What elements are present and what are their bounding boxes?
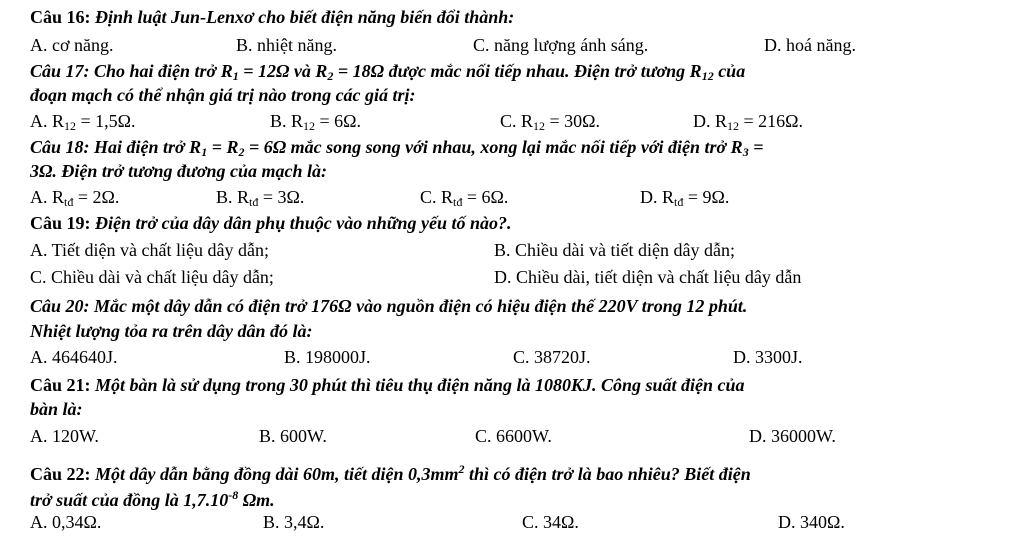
question-18-option-d <box>640 186 729 213</box>
question-17-stem-line2: đoạn mạch có thể nhận giá trị nào trong các giá trị: <box>30 85 416 105</box>
question-21-stem-line2: bàn là: <box>30 399 83 419</box>
question-21-option-c: C. 6600W. <box>475 426 552 446</box>
question-17-number: Câu 17: <box>30 61 90 81</box>
subscript: 1 <box>232 69 239 83</box>
option-text: = 6Ω. <box>315 111 362 131</box>
question-20-text: Mắc một dây dẫn có điện trở 176Ω vào nguồn điện có hiệu điện thế 220V trong 12 phút. <box>94 296 748 316</box>
option-text: D. R <box>640 187 675 207</box>
question-17-text-part: Cho hai điện trở R <box>94 61 233 81</box>
question-16-number: Câu 16: <box>30 7 91 27</box>
question-18-option-b <box>216 186 304 213</box>
subscript: tđ <box>453 195 463 209</box>
question-22-number: Câu 22: <box>30 464 91 484</box>
question-17-text-part: = 18Ω được mắc nối tiếp nhau. Điện trở tương R <box>333 61 702 81</box>
subscript: 2 <box>238 145 245 159</box>
subscript: 1 <box>201 145 208 159</box>
option-text: D. R <box>693 111 728 131</box>
question-20-stem-line1 <box>30 295 747 317</box>
option-text: = 216Ω. <box>739 111 804 131</box>
question-21-option-a: A. 120W. <box>30 426 99 446</box>
option-text: B. R <box>216 187 250 207</box>
question-22-option-d: D. 340Ω. <box>778 512 845 532</box>
question-22-option-c: C. 34Ω. <box>522 512 579 532</box>
question-16-option-b: B. nhiệt năng. <box>236 35 337 55</box>
subscript: 12 <box>533 119 546 133</box>
question-22-stem-line2 <box>30 484 275 511</box>
question-22-text-part: Một dây dẫn bằng đồng dài 60m, tiết diện 0,3mm <box>95 464 459 484</box>
question-21-option-b: B. 600W. <box>259 426 327 446</box>
question-18-stem-line1 <box>30 136 763 163</box>
option-text: = 2Ω. <box>73 187 120 207</box>
question-16-option-a: A. cơ năng. <box>30 35 114 55</box>
option-text: = 30Ω. <box>545 111 601 131</box>
subscript: tđ <box>249 195 259 209</box>
question-19-option-c: C. Chiều dài và chất liệu dây dẫn; <box>30 267 274 287</box>
option-text: B. R <box>270 111 304 131</box>
question-18-number: Câu 18: <box>30 137 90 157</box>
option-text: = 6Ω. <box>462 187 509 207</box>
question-22-text-part: Ωm. <box>238 490 275 510</box>
question-18-text-part: = 6Ω mắc song song với nhau, xong lại mắc nối tiếp với điện trở R <box>244 137 743 157</box>
subscript: 12 <box>303 119 316 133</box>
question-18-text-part: = <box>748 137 764 157</box>
subscript: tđ <box>674 195 684 209</box>
option-text: C. R <box>420 187 454 207</box>
subscript: 12 <box>701 69 714 83</box>
question-22-text-part: thì có điện trở là bao nhiêu? Biết điện <box>464 464 751 484</box>
question-17-option-b <box>270 110 361 137</box>
option-text: A. R <box>30 187 65 207</box>
question-19-option-d: D. Chiều dài, tiết diện và chất liệu dây dẫn <box>494 267 802 287</box>
question-22-stem-line1 <box>30 458 751 485</box>
question-19-option-a: A. Tiết diện và chất liệu dây dẫn; <box>30 240 269 260</box>
question-19-stem <box>30 212 512 234</box>
question-22-text-part: trở suất của đồng là 1,7.10 <box>30 490 229 510</box>
question-20-option-b: B. 198000J. <box>284 347 371 367</box>
question-20-stem-line2: Nhiệt lượng tỏa ra trên dây dân đó là: <box>30 321 313 341</box>
question-17-text-part: của <box>713 61 746 81</box>
question-17-option-c <box>500 110 600 137</box>
question-21-number: Câu 21: <box>30 375 91 395</box>
superscript: -8 <box>228 488 239 502</box>
option-text: = 9Ω. <box>683 187 730 207</box>
question-20-option-d: D. 3300J. <box>733 347 803 367</box>
subscript: 12 <box>727 119 740 133</box>
question-16-option-d: D. hoá năng. <box>764 35 856 55</box>
question-20-option-c: C. 38720J. <box>513 347 591 367</box>
question-16-text: Định luật Jun-Lenxơ cho biết điện năng biến đổi thành: <box>95 7 515 27</box>
option-text: A. R <box>30 111 65 131</box>
question-21-option-d: D. 36000W. <box>749 426 836 446</box>
question-20-number: Câu 20: <box>30 296 90 316</box>
question-18-stem-line2: 3Ω. Điện trở tương đương của mạch là: <box>30 161 327 181</box>
question-17-option-a <box>30 110 136 137</box>
question-17-stem-line1 <box>30 60 745 87</box>
superscript: 2 <box>458 462 465 476</box>
option-text: C. R <box>500 111 534 131</box>
question-18-text-part: = R <box>207 137 239 157</box>
option-text: = 1,5Ω. <box>76 111 136 131</box>
question-20-option-a: A. 464640J. <box>30 347 118 367</box>
question-18-option-c <box>420 186 508 213</box>
question-19-text: Điện trở của dây dân phụ thuộc vào những yếu tố nào?. <box>95 213 512 233</box>
question-19-number: Câu 19: <box>30 213 91 233</box>
question-19-option-b: B. Chiều dài và tiết diện dây dẫn; <box>494 240 735 260</box>
subscript: 3 <box>742 145 749 159</box>
question-18-option-a <box>30 186 119 213</box>
question-16-stem <box>30 6 514 28</box>
question-21-stem-line1 <box>30 374 744 396</box>
question-18-text-part: Hai điện trở R <box>94 137 202 157</box>
subscript: 2 <box>327 69 334 83</box>
question-16-option-c: C. năng lượng ánh sáng. <box>473 35 649 55</box>
question-22-option-b: B. 3,4Ω. <box>263 512 325 532</box>
question-21-text: Một bàn là sử dụng trong 30 phút thì tiêu thụ điện năng là 1080KJ. Công suất điện của <box>95 375 745 395</box>
option-text: = 3Ω. <box>258 187 305 207</box>
question-22-option-a: A. 0,34Ω. <box>30 512 102 532</box>
question-17-option-d <box>693 110 803 137</box>
subscript: 12 <box>64 119 77 133</box>
subscript: tđ <box>64 195 74 209</box>
question-17-text-part: = 12Ω và R <box>238 61 328 81</box>
